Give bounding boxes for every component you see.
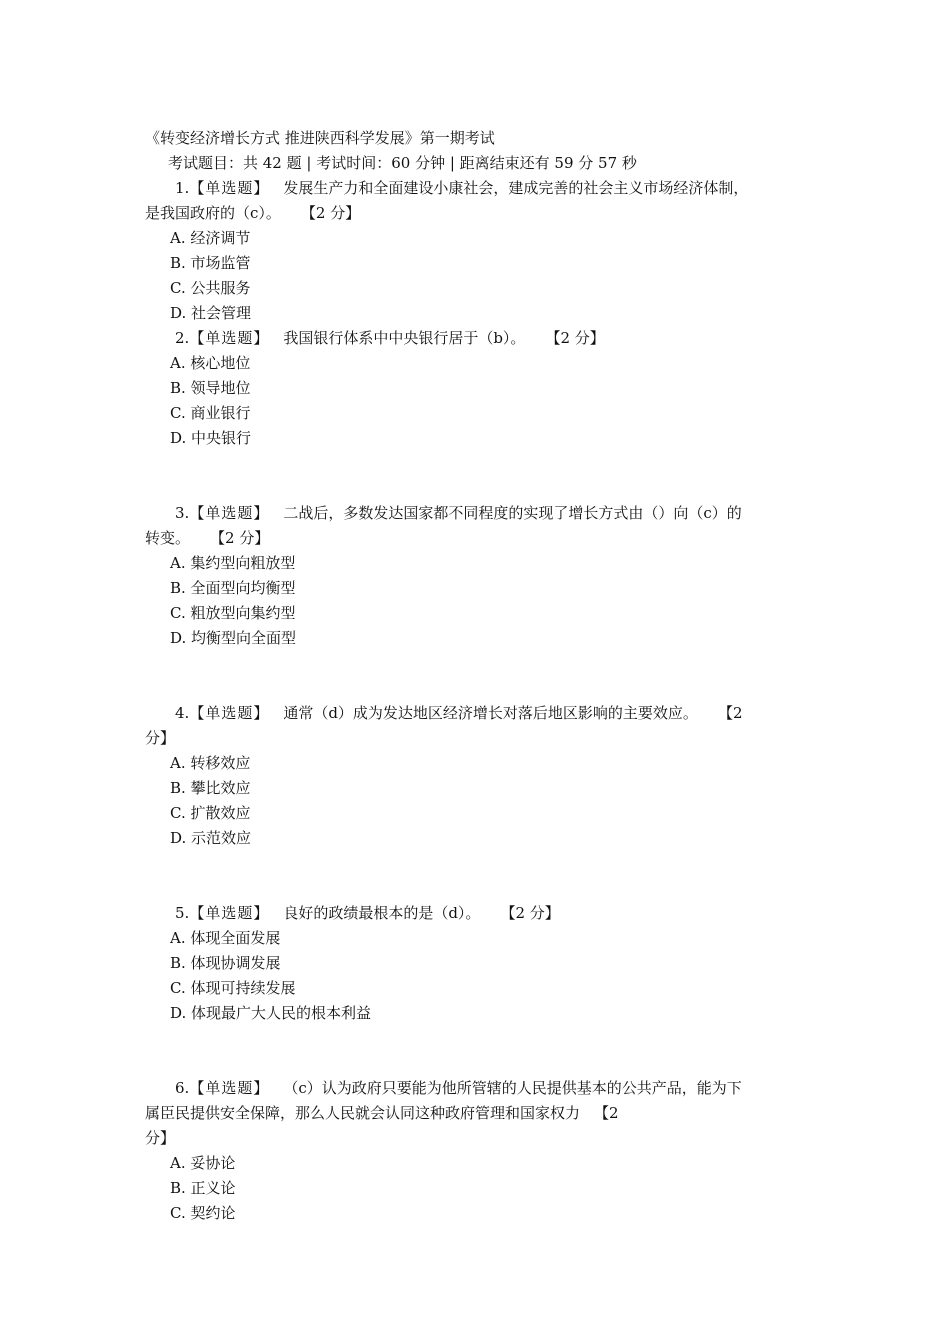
option-b[interactable]: B. 全面型向均衡型 <box>170 579 296 597</box>
question-score-cont: 分】 <box>145 729 176 747</box>
option-b[interactable]: B. 领导地位 <box>170 379 251 397</box>
question-3-line-2 <box>145 526 810 551</box>
question-4-line-1 <box>145 701 810 726</box>
question-text: 我国银行体系中中央银行居于（b）。 <box>283 329 526 347</box>
question-score: 【2 分】 <box>210 529 270 547</box>
exam-title: 《转变经济增长方式 推进陕西科学发展》第一期考试 <box>145 129 495 147</box>
question-5-line-1 <box>145 901 810 926</box>
option-c[interactable]: C. 扩散效应 <box>170 804 251 822</box>
question-score: 【2 分】 <box>300 204 361 222</box>
question-type: 【单选题】 <box>189 704 270 722</box>
question-score: 【2 <box>717 704 743 722</box>
question-6-line-3 <box>145 1126 810 1151</box>
question-number: 2. <box>175 329 190 347</box>
option-b[interactable]: B. 正义论 <box>170 1179 236 1197</box>
question-score: 【2 分】 <box>500 904 560 922</box>
question-5 <box>145 901 810 1026</box>
question-2-line-1 <box>145 326 810 351</box>
option-c[interactable]: C. 契约论 <box>170 1204 236 1222</box>
exam-document <box>145 126 810 1226</box>
option-c[interactable]: C. 公共服务 <box>170 279 251 297</box>
option-a[interactable]: A. 妥协论 <box>170 1154 236 1172</box>
question-type: 【单选题】 <box>189 1079 270 1097</box>
question-text: （c）认为政府只要能为他所管辖的人民提供基本的公共产品，能为下 <box>283 1079 742 1097</box>
option-c[interactable]: C. 体现可持续发展 <box>170 979 296 997</box>
question-4 <box>145 701 810 851</box>
question-number: 4. <box>175 704 190 722</box>
option-b[interactable]: B. 体现协调发展 <box>170 954 281 972</box>
question-text-cont: 属臣民提供安全保障，那么人民就会认同这种政府管理和国家权力 <box>145 1104 581 1122</box>
question-text: 二战后，多数发达国家都不同程度的实现了增长方式由（）向（c）的 <box>283 504 742 522</box>
question-number: 6. <box>175 1079 190 1097</box>
question-1 <box>145 176 810 326</box>
question-4-line-2 <box>145 726 810 751</box>
spacer <box>145 851 810 901</box>
spacer <box>145 451 810 501</box>
question-6 <box>145 1076 810 1226</box>
question-type: 【单选题】 <box>189 179 270 197</box>
option-c[interactable]: C. 商业银行 <box>170 404 251 422</box>
question-score-cont: 分】 <box>145 1129 176 1147</box>
question-1-line-1 <box>145 176 810 201</box>
question-text: 良好的政绩最根本的是（d）。 <box>283 904 481 922</box>
question-text: 发展生产力和全面建设小康社会，建成完善的社会主义市场经济体制， <box>283 179 749 197</box>
option-a[interactable]: A. 体现全面发展 <box>170 929 281 947</box>
question-text-cont: 转变。 <box>145 529 191 547</box>
question-number: 5. <box>175 904 190 922</box>
question-type: 【单选题】 <box>189 329 270 347</box>
question-text: 通常（d）成为发达地区经济增长对落后地区影响的主要效应。 <box>283 704 698 722</box>
spacer <box>145 1026 810 1076</box>
spacer <box>145 651 810 701</box>
option-c[interactable]: C. 粗放型向集约型 <box>170 604 296 622</box>
option-d[interactable]: D. 体现最广大人民的根本利益 <box>170 1004 372 1022</box>
exam-info: 考试题目：共 42 题 | 考试时间：60 分钟 | 距离结束还有 59 分 57 秒 <box>168 154 637 172</box>
question-type: 【单选题】 <box>189 904 270 922</box>
question-number: 3. <box>175 504 190 522</box>
option-b[interactable]: B. 攀比效应 <box>170 779 251 797</box>
option-a[interactable]: A. 经济调节 <box>170 229 251 247</box>
question-3 <box>145 501 810 651</box>
question-1-line-2 <box>145 201 810 226</box>
option-a[interactable]: A. 集约型向粗放型 <box>170 554 296 572</box>
question-6-line-2 <box>145 1101 810 1126</box>
question-number: 1. <box>175 179 190 197</box>
question-score: 【2 <box>594 1104 619 1122</box>
question-6-line-1 <box>145 1076 810 1101</box>
option-a[interactable]: A. 核心地位 <box>170 354 251 372</box>
question-3-line-1 <box>145 501 810 526</box>
option-d[interactable]: D. 中央银行 <box>170 429 252 447</box>
option-a[interactable]: A. 转移效应 <box>170 754 251 772</box>
question-type: 【单选题】 <box>189 504 270 522</box>
option-d[interactable]: D. 社会管理 <box>170 304 252 322</box>
option-d[interactable]: D. 示范效应 <box>170 829 252 847</box>
question-score: 【2 分】 <box>545 329 605 347</box>
option-d[interactable]: D. 均衡型向全面型 <box>170 629 297 647</box>
question-text-cont: 是我国政府的（c）。 <box>145 204 281 222</box>
option-b[interactable]: B. 市场监管 <box>170 254 251 272</box>
question-2 <box>145 326 810 451</box>
